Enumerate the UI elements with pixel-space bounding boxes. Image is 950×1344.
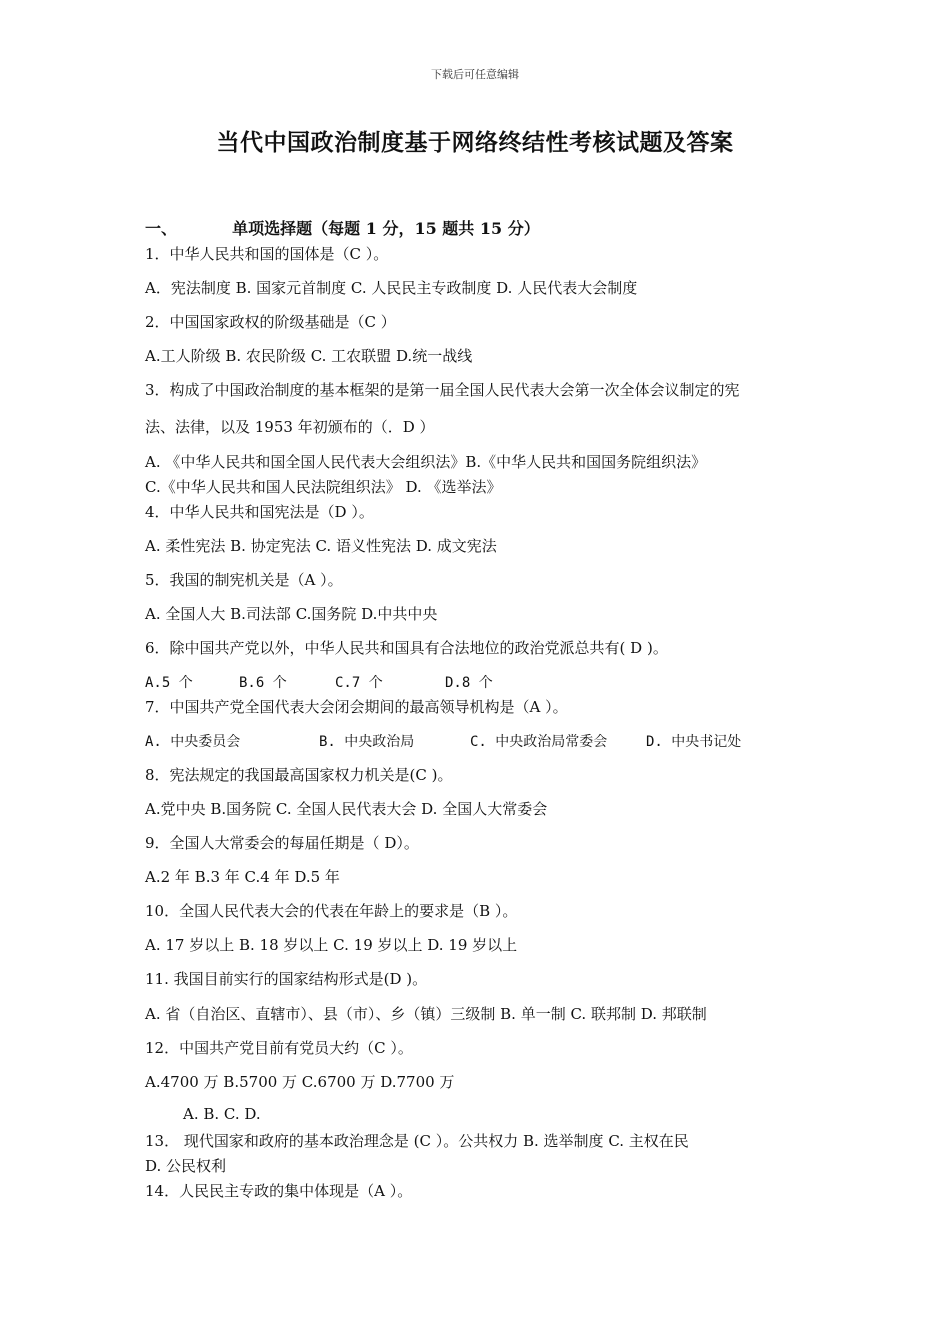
answer-options-8: A.党中央 B.国务院 C. 全国人民代表大会 D. 全国人大常委会	[145, 800, 548, 818]
question-12: 12．中国共产党目前有党员大约（C ）。	[145, 1039, 413, 1057]
answer-options-12: A.4700 万 B.5700 万 C.6700 万 D.7700 万	[145, 1073, 455, 1091]
question-6: 6．除中国共产党以外，中华人民共和国具有合法地位的政治党派总共有( D )。	[145, 639, 668, 657]
option-c: C.7 个	[335, 675, 383, 691]
option-a: A.5 个	[145, 675, 193, 691]
question-3-line-2: 法、法律，以及 1953 年初颁布的（．D ）	[145, 418, 435, 436]
answer-options-5: A. 全国人大 B.司法部 C.国务院 D.中共中央	[145, 605, 438, 623]
page-title: 当代中国政治制度基于网络终结性考核试题及答案	[216, 129, 734, 156]
answer-options-7	[145, 731, 741, 751]
answer-options-3-line-1: A. 《中华人民共和国全国人民代表大会组织法》B.《中华人民共和国国务院组织法》	[145, 453, 707, 471]
answer-options-6	[145, 672, 493, 692]
question-9: 9．全国人大常委会的每届任期是（ D）。	[145, 834, 419, 852]
answer-options-3-line-2: C.《中华人民共和国人民法院组织法》 D. 《选举法》	[145, 478, 502, 496]
question-7: 7．中国共产党全国代表大会闭会期间的最高领导机构是（A ）。	[145, 698, 568, 716]
answer-options-4: A. 柔性宪法 B. 协定宪法 C. 语义性宪法 D. 成文宪法	[145, 537, 497, 555]
option-b: B.6 个	[239, 675, 287, 691]
question-3-line-1: 3．构成了中国政治制度的基本框架的是第一届全国人民代表大会第一次全体会议制定的宪	[145, 381, 740, 399]
question-13-line-1: 13． 现代国家和政府的基本政治理念是 (C ）。公共权力 B. 选举制度 C. 主权在民	[145, 1132, 689, 1150]
section-heading	[145, 216, 540, 239]
question-2: 2．中国国家政权的阶级基础是（C ）	[145, 313, 396, 331]
option-c: C. 中央政治局常委会	[470, 734, 608, 750]
answer-options-1: A．宪法制度 B. 国家元首制度 C. 人民民主专政制度 D. 人民代表大会制度	[145, 279, 638, 297]
section-number: 一、	[145, 219, 178, 238]
answer-options-12-extra: A. B. C. D.	[183, 1105, 261, 1123]
question-5: 5．我国的制宪机关是（A ）。	[145, 571, 343, 589]
option-d: D. 中央书记处	[646, 734, 742, 750]
answer-options-2: A.工人阶级 B. 农民阶级 C. 工农联盟 D.统一战线	[145, 347, 473, 365]
question-11: 11. 我国目前实行的国家结构形式是(D )。	[145, 970, 428, 988]
question-14: 14．人民民主专政的集中体现是（A ）。	[145, 1182, 413, 1200]
section-label: 单项选择题（每题 1 分，15 题共 15 分）	[232, 219, 540, 238]
question-13-line-2: D. 公民权利	[145, 1157, 227, 1175]
question-1: 1．中华人民共和国的国体是（C ）。	[145, 245, 389, 263]
question-8: 8．宪法规定的我国最高国家权力机关是(C )。	[145, 766, 453, 784]
option-b: B. 中央政治局	[319, 734, 415, 750]
question-10: 10．全国人民代表大会的代表在年龄上的要求是（B ）。	[145, 902, 518, 920]
answer-options-9: A.2 年 B.3 年 C.4 年 D.5 年	[145, 868, 340, 886]
question-4: 4．中华人民共和国宪法是（D ）。	[145, 503, 374, 521]
page-header: 下载后可任意编辑	[431, 68, 519, 81]
answer-options-11: A. 省（自治区、直辖市）、县（市）、乡（镇）三级制 B. 单一制 C. 联邦制 D. 邦联制	[145, 1005, 707, 1023]
answer-options-10: A. 17 岁以上 B. 18 岁以上 C. 19 岁以上 D. 19 岁以上	[145, 936, 518, 954]
option-d: D.8 个	[445, 675, 493, 691]
option-a: A. 中央委员会	[145, 734, 241, 750]
